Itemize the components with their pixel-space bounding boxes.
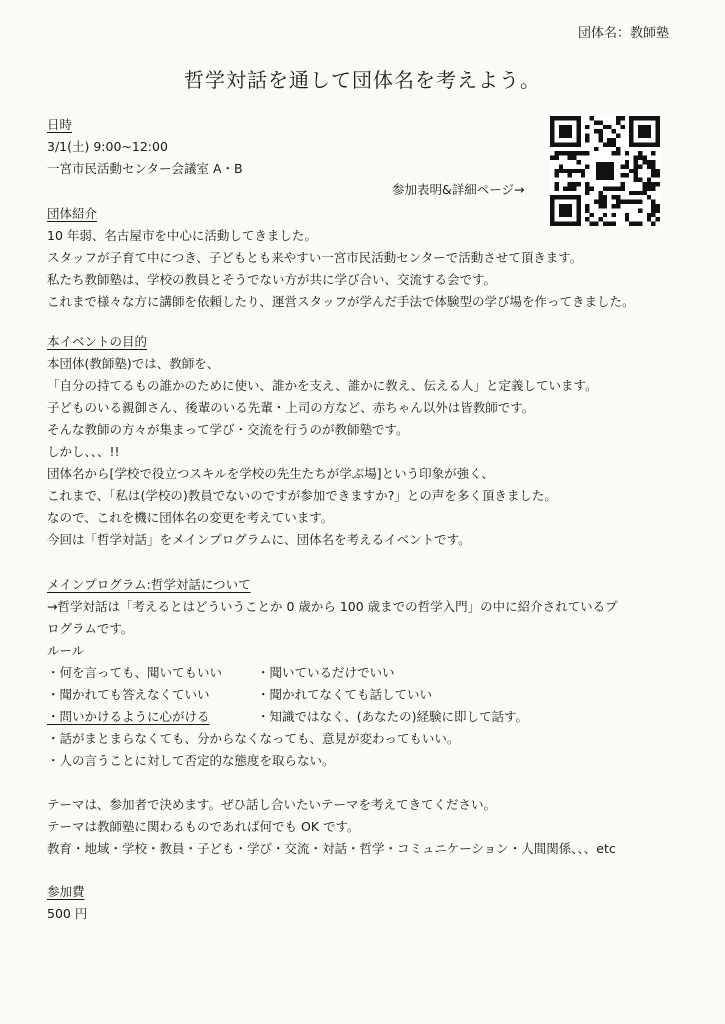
datetime-section bbox=[47, 114, 243, 180]
rules-label: ルール bbox=[47, 643, 85, 658]
program-desc-line: ログラムです。 bbox=[47, 621, 134, 636]
intro-line: これまで様々な方に講師を依頼したり、運営スタッフが学んだ手法で体験型の学び場を作ってきました。 bbox=[47, 294, 635, 309]
purpose-section bbox=[47, 331, 598, 551]
rule-item: ・聞かれてなくても話していい bbox=[257, 687, 433, 702]
purpose-heading: 本イベントの目的 bbox=[47, 334, 148, 349]
purpose-line: そんな教師の方々が集まって学び・交流を行うのが教師塾です。 bbox=[47, 422, 409, 437]
organization-name: 団体名：教師塾 bbox=[577, 26, 669, 41]
intro-line: 10 年弱、名古屋市を中心に活動してきました。 bbox=[47, 228, 317, 243]
rule-item: ・聞かれても答えなくていい bbox=[47, 687, 210, 702]
fee-value: 500 円 bbox=[47, 906, 88, 921]
purpose-line: 子どものいる親御さん、後輩のいる先輩・上司の方など、赤ちゃん以外は皆教師です。 bbox=[47, 400, 535, 415]
program-desc-line: →哲学対話は「考えるとはどういうことか 0 歳から 100 歳までの哲学入門」の中に紹介されているプ bbox=[47, 599, 618, 614]
event-date: 3/1(土) 9:00~12:00 bbox=[47, 139, 168, 154]
rules-row bbox=[47, 662, 618, 684]
theme-line: テーマは教師塾に関わるものであれば何でも OK です。 bbox=[47, 819, 360, 834]
rule-item-emphasized: ・問いかけるように心がける bbox=[47, 709, 210, 724]
purpose-line: なので、これを機に団体名の変更を考えています。 bbox=[47, 510, 334, 525]
page-title: 哲学対話を通して団体名を考えよう。 bbox=[184, 68, 541, 92]
fee-section bbox=[47, 881, 87, 925]
intro-section bbox=[47, 203, 635, 313]
purpose-line: 団体名から[学校で役立つスキルを学校の先生たちが学ぶ場]という印象が強く、 bbox=[47, 466, 494, 481]
program-section bbox=[47, 574, 618, 860]
purpose-line: しかし、、、!! bbox=[47, 444, 120, 459]
intro-line: 私たち教師塾は、学校の教員とそうでない方が共に学び合い、交流する会です。 bbox=[47, 272, 497, 287]
rule-item: ・聞いているだけでいい bbox=[257, 665, 395, 680]
qr-label: 参加表明&詳細ページ→ bbox=[392, 182, 525, 197]
spacer bbox=[47, 772, 618, 794]
rule-item: ・話がまとまらなくても、分からなくなっても、意見が変わってもいい。 bbox=[47, 731, 460, 746]
theme-line: テーマは、参加者で決めます。ぜひ話し合いたいテーマを考えてきてください。 bbox=[47, 797, 497, 812]
rules-row bbox=[47, 684, 618, 706]
purpose-line: 本団体(教師塾)では、教師を、 bbox=[47, 356, 220, 371]
event-venue: 一宮市民活動センター会議室 A・B bbox=[47, 161, 243, 176]
rule-item: ・人の言うことに対して否定的な態度を取らない。 bbox=[47, 753, 335, 768]
intro-line: スタッフが子育て中につき、子どもとも来やすい一宮市民活動センターで活動させて頂きます。 bbox=[47, 250, 583, 265]
datetime-heading: 日時 bbox=[47, 117, 73, 132]
purpose-line: これまで、「私は(学校の)教員でないのですが参加できますか?」との声を多く頂きました。 bbox=[47, 488, 557, 503]
program-heading: メインプログラム:哲学対話について bbox=[47, 577, 251, 592]
intro-heading: 団体紹介 bbox=[47, 206, 98, 221]
purpose-line: 「自分の持てるもの誰かのために使い、誰かを支え、誰かに教え、伝える人」と定義しています。 bbox=[47, 378, 598, 393]
rule-item: ・何を言っても、聞いてもいい bbox=[47, 665, 223, 680]
purpose-line: 今回は「哲学対話」をメインプログラムに、団体名を考えるイベントです。 bbox=[47, 532, 471, 547]
rule-item: ・知識ではなく、(あなたの)経験に即して話す。 bbox=[257, 709, 529, 724]
fee-heading: 参加費 bbox=[47, 884, 85, 899]
rules-row bbox=[47, 706, 618, 728]
theme-line: 教育・地域・学校・教員・子ども・学び・交流・対話・哲学・コミュニケーション・人間関係、、、etc bbox=[47, 841, 616, 856]
